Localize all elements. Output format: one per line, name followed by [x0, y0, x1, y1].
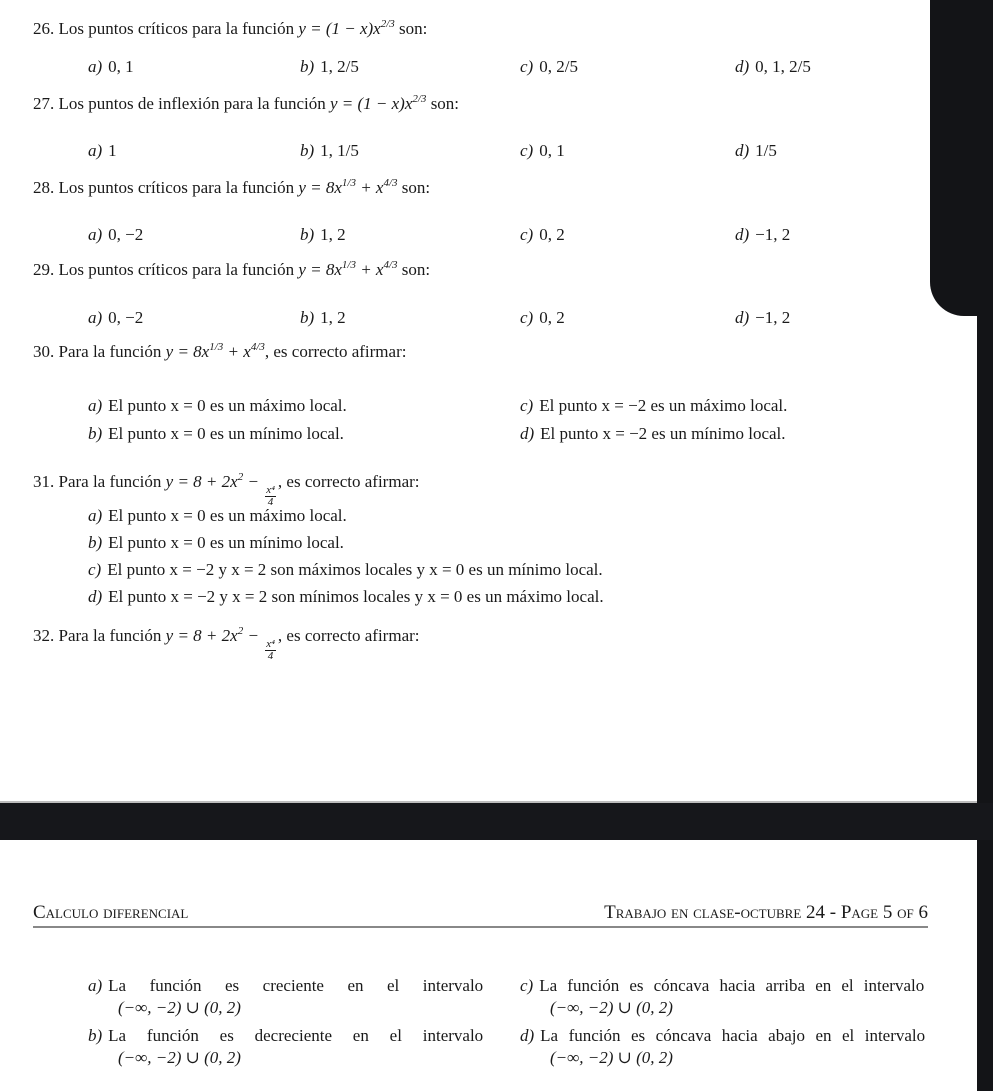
running-header-right: Trabajo en clase-octubre 24 - Page 5 of 6	[604, 902, 928, 923]
exponent: 1/3	[209, 341, 224, 353]
formula-part: + x	[223, 342, 251, 361]
option-value: 1/5	[755, 141, 777, 160]
option-value: 0, −2	[108, 308, 144, 327]
numerator: x⁴	[266, 638, 275, 650]
option-value: La función es decreciente en el intervalo	[108, 1026, 484, 1045]
option-value: La función es cóncava hacia arriba en el intervalo	[539, 976, 925, 995]
exponent: 4/3	[250, 341, 265, 353]
option-a[interactable]	[88, 57, 134, 77]
option-b[interactable]	[300, 57, 359, 77]
option-label: c)	[520, 308, 534, 327]
q32-option-d[interactable]	[520, 1026, 925, 1068]
question-text: Para la función	[58, 626, 162, 645]
question-number: 29.	[33, 260, 55, 279]
exponent: 2/3	[412, 93, 427, 105]
option-value: El punto x = 0 es un mínimo local.	[108, 424, 344, 443]
question-text: Los puntos críticos para la función	[58, 260, 295, 279]
exponent: 1/3	[341, 259, 356, 271]
question-tail: son:	[394, 19, 428, 38]
formula-part: −	[243, 472, 264, 491]
header-rule	[33, 926, 928, 928]
question-tail: son:	[426, 94, 460, 113]
exponent: 4/3	[383, 177, 398, 189]
option-interval: (−∞, −2) ∪ (0, 2)	[118, 998, 241, 1017]
option-interval: (−∞, −2) ∪ (0, 2)	[550, 1048, 673, 1067]
option-c[interactable]	[88, 560, 603, 580]
formula	[330, 94, 426, 113]
option-c[interactable]	[520, 57, 578, 77]
question-text: Los puntos críticos para la función	[58, 19, 295, 38]
question-number: 26.	[33, 19, 55, 38]
page-gap	[0, 803, 993, 840]
question-text: Para la función	[58, 472, 162, 491]
option-label: d)	[735, 225, 750, 244]
option-value: 1, 2/5	[320, 57, 359, 76]
option-c[interactable]	[520, 396, 787, 416]
numerator: x⁴	[266, 484, 275, 496]
option-value: 1, 2	[320, 308, 346, 327]
formula-part: y = 8x	[298, 178, 342, 197]
option-b[interactable]	[88, 424, 344, 444]
option-d[interactable]	[88, 587, 604, 607]
option-label: a)	[88, 57, 103, 76]
option-interval: (−∞, −2) ∪ (0, 2)	[118, 1048, 241, 1067]
fraction	[265, 639, 276, 662]
option-d[interactable]	[735, 308, 790, 328]
formula-part: y = (1 − x)x	[298, 19, 381, 38]
question-number: 27.	[33, 94, 55, 113]
option-label: b)	[300, 225, 315, 244]
option-value: 1, 1/5	[320, 141, 359, 160]
option-a[interactable]	[88, 506, 347, 526]
option-value: El punto x = 0 es un mínimo local.	[108, 533, 344, 552]
option-label: a)	[88, 308, 103, 327]
option-value: El punto x = −2 es un mínimo local.	[540, 424, 786, 443]
option-b[interactable]	[300, 308, 346, 328]
formula-part: y = 8 + 2x	[165, 626, 238, 645]
question-number: 28.	[33, 178, 55, 197]
fraction	[265, 485, 276, 508]
option-label: a)	[88, 141, 103, 160]
option-label: a)	[88, 225, 103, 244]
question-number: 32.	[33, 626, 55, 645]
question-tail: son:	[397, 260, 431, 279]
option-value: 0, 2	[539, 308, 565, 327]
formula-part: + x	[355, 260, 384, 279]
formula	[166, 342, 265, 361]
option-label: b)	[88, 533, 103, 552]
option-a[interactable]	[88, 141, 117, 161]
formula	[298, 260, 397, 279]
exponent: 2	[237, 625, 244, 637]
question-tail: , es correcto afirmar:	[277, 626, 420, 645]
option-label: d)	[735, 57, 750, 76]
option-value: El punto x = 0 es un máximo local.	[108, 396, 347, 415]
option-label: a)	[88, 976, 103, 995]
option-value: La función es creciente en el intervalo	[108, 976, 484, 995]
option-a[interactable]	[88, 396, 347, 416]
option-label: d)	[520, 1026, 535, 1045]
formula-part: −	[243, 626, 264, 645]
exponent: 4/3	[383, 259, 398, 271]
question-text: Los puntos críticos para la función	[58, 178, 295, 197]
option-value: El punto x = 0 es un máximo local.	[108, 506, 347, 525]
option-d[interactable]	[520, 424, 786, 444]
option-label: c)	[520, 141, 534, 160]
option-value: −1, 2	[755, 308, 791, 327]
option-label: b)	[300, 308, 315, 327]
option-value: 0, 1, 2/5	[755, 57, 811, 76]
q32-option-c[interactable]	[520, 976, 924, 1018]
option-label: c)	[520, 57, 534, 76]
option-b[interactable]	[300, 225, 346, 245]
option-a[interactable]	[88, 308, 143, 328]
option-line	[520, 1026, 925, 1046]
question-tail: , es correcto afirmar:	[264, 342, 407, 361]
formula	[165, 625, 278, 662]
denominator: 4	[267, 650, 274, 662]
option-label: b)	[300, 141, 315, 160]
question-26	[33, 19, 427, 39]
formula	[298, 19, 394, 38]
option-label: b)	[88, 424, 103, 443]
question-number: 31.	[33, 472, 55, 491]
question-28	[33, 178, 430, 198]
exponent: 1/3	[341, 177, 356, 189]
formula	[165, 471, 278, 508]
option-label: a)	[88, 396, 103, 415]
option-value: −1, 2	[755, 225, 791, 244]
option-b[interactable]	[300, 141, 359, 161]
option-value: La función es cóncava hacia abajo en el intervalo	[540, 1026, 926, 1045]
option-d[interactable]	[735, 225, 790, 245]
option-value: 0, 2/5	[539, 57, 578, 76]
option-label: c)	[520, 976, 534, 995]
q32-option-b[interactable]	[88, 1026, 483, 1068]
exponent: 2	[237, 471, 244, 483]
option-label: a)	[88, 506, 103, 525]
question-tail: , es correcto afirmar:	[277, 472, 420, 491]
option-value: 0, 2	[539, 225, 565, 244]
question-30	[33, 342, 406, 362]
denominator: 4	[267, 496, 274, 508]
formula-part: y = 8 + 2x	[165, 472, 238, 491]
formula-part: y = 8x	[165, 342, 210, 361]
option-line	[520, 976, 924, 996]
option-label: b)	[88, 1026, 103, 1045]
question-32	[33, 626, 420, 662]
option-label: d)	[735, 308, 750, 327]
question-27	[33, 94, 459, 114]
option-label: d)	[520, 424, 535, 443]
option-label: d)	[735, 141, 750, 160]
option-value: El punto x = −2 y x = 2 son máximos locales y x = 0 es un mínimo local.	[107, 560, 603, 579]
option-value: El punto x = −2 y x = 2 son mínimos locales y x = 0 es un máximo local.	[108, 587, 604, 606]
option-value: 0, 1	[108, 57, 134, 76]
option-b[interactable]	[88, 533, 344, 553]
option-value: 1	[108, 141, 117, 160]
question-text: Para la función	[58, 342, 162, 361]
formula-part: y = 8x	[298, 260, 342, 279]
option-d[interactable]	[735, 57, 811, 77]
option-value: 0, 1	[539, 141, 565, 160]
option-value: 1, 2	[320, 225, 346, 244]
option-line	[88, 1026, 483, 1046]
question-number: 30.	[33, 342, 55, 361]
option-line	[88, 976, 483, 996]
option-c[interactable]	[520, 225, 565, 245]
formula-part: y = (1 − x)x	[329, 94, 413, 113]
option-interval: (−∞, −2) ∪ (0, 2)	[550, 998, 673, 1017]
option-label: c)	[520, 225, 534, 244]
option-value: El punto x = −2 es un máximo local.	[539, 396, 788, 415]
option-label: b)	[300, 57, 315, 76]
option-label: d)	[88, 587, 103, 606]
option-label: c)	[520, 396, 534, 415]
formula	[298, 178, 397, 197]
option-c[interactable]	[520, 141, 565, 161]
scrollbar-track[interactable]	[977, 316, 993, 1091]
option-c[interactable]	[520, 308, 565, 328]
option-a[interactable]	[88, 225, 143, 245]
option-label: c)	[88, 560, 102, 579]
formula-part: + x	[355, 178, 384, 197]
question-31	[33, 472, 420, 508]
question-text: Los puntos de inflexión para la función	[58, 94, 326, 113]
option-value: 0, −2	[108, 225, 144, 244]
question-29	[33, 260, 430, 280]
q32-option-a[interactable]	[88, 976, 483, 1018]
running-header-left: Calculo diferencial	[33, 902, 189, 923]
overlay-panel-edge	[930, 0, 993, 316]
exponent: 2/3	[380, 18, 395, 30]
question-tail: son:	[397, 178, 431, 197]
option-d[interactable]	[735, 141, 777, 161]
